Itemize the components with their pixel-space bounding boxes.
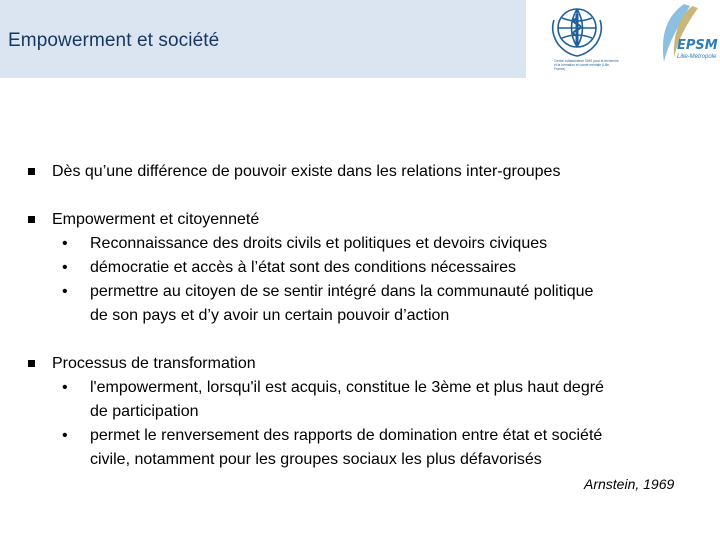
sub-bullet-item (28, 256, 698, 280)
epsm-logo-text: EPSM (677, 38, 718, 53)
bullet-item (28, 160, 698, 184)
who-caption: Centre collaborateur OMS pour la recherche et la formation en santé mentale (Lille, France) (554, 59, 619, 71)
sub-bullet-line: Reconnaissance des droits civils et politiques et devoirs civiques (90, 235, 548, 252)
round-bullet-icon: • (62, 259, 68, 276)
sub-bullet-line: de son pays et d’y avoir un certain pouvoir d’action (90, 307, 450, 324)
bullet-text: Dès qu’une différence de pouvoir existe dans les relations inter-groupes (52, 163, 561, 180)
square-bullet-icon (28, 216, 35, 223)
round-bullet-icon: • (62, 379, 68, 396)
sub-bullet-line: civile, notamment pour les groupes sociaux les plus défavorisés (90, 451, 542, 468)
square-bullet-icon (28, 168, 35, 175)
sub-bullet-line: l'empowerment, lorsqu'il est acquis, constitue le 3ème et plus haut degré (90, 379, 604, 396)
sub-bullet-line: de participation (90, 403, 199, 420)
round-bullet-icon: • (62, 283, 68, 300)
epsm-logo-subtitle: Lille-Métropole (677, 54, 717, 60)
bullet-text: Processus de transformation (52, 355, 256, 372)
citation: Arnstein, 1969 (584, 476, 675, 492)
sub-bullet-item (28, 424, 698, 472)
sub-bullet-item (28, 232, 698, 256)
bullet-item (28, 208, 698, 232)
round-bullet-icon: • (62, 427, 68, 444)
sub-bullet-line: permettre au citoyen de se sentir intégré dans la communauté politique (90, 283, 594, 300)
round-bullet-icon: • (62, 235, 68, 252)
sub-bullet-item (28, 376, 698, 424)
bullet-item (28, 352, 698, 376)
logos (540, 0, 720, 80)
bullet-text: Empowerment et citoyenneté (52, 211, 260, 228)
sub-bullet-line: démocratie et accès à l’état sont des conditions nécessaires (90, 259, 517, 276)
sub-bullet-item (28, 280, 698, 328)
square-bullet-icon (28, 360, 35, 367)
bullet-list (28, 160, 698, 472)
slide-title: Empowerment et société (8, 30, 220, 51)
sub-bullet-line: permet le renversement des rapports de domination entre état et société (90, 427, 603, 444)
